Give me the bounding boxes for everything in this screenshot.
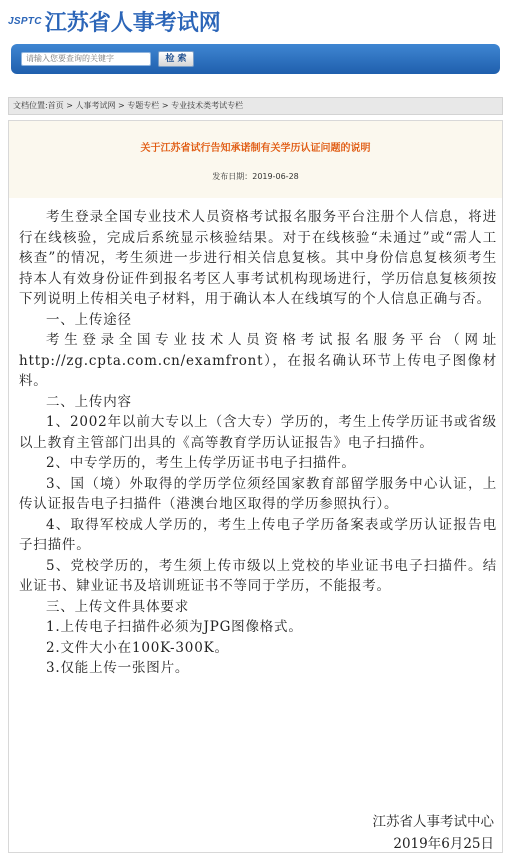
requirement-item-3: 3.仅能上传一张图片。 — [46, 660, 190, 676]
breadcrumb-separator: > — [115, 101, 128, 110]
breadcrumb-separator: > — [159, 101, 172, 110]
logo-mark: JSPTC — [8, 16, 42, 27]
breadcrumb-personnel-exam[interactable]: 人事考试网 — [75, 101, 116, 110]
content-item-5: 5、党校学历的，考生须上传市级以上党校的毕业证书电子扫描件。结业证书、肄业证书及培训班证书不等同于学历，不能报考。 — [19, 557, 497, 594]
section-heading-file-requirements: 三、上传文件具体要求 — [46, 598, 189, 615]
publish-date-value: 2019-06-28 — [252, 172, 299, 181]
section-heading-upload-channel: 一、上传途径 — [46, 311, 132, 328]
publish-date-label: 发布日期： — [212, 172, 253, 181]
signature-org: 江苏省人事考试中心 — [372, 814, 494, 830]
article-header — [9, 121, 502, 198]
requirement-item-2: 2.文件大小在100K-300K。 — [46, 639, 229, 656]
article-panel — [8, 120, 503, 853]
intro-paragraph: 考生登录全国专业技术人员资格考试报名服务平台注册个人信息，将进行在线核验，完成后系统显示核验结果。对于在线核验“未通过”或“需人工核查”的情况，考生须进一步进行相关信息复核。其中身份信息复核须考生持本人有效身份证件到报名考区人事考试机构现场进行，学历信息复核须按下列说明上传相关电子材料，用于确认本人在线填写的个人信息正确与否。 — [19, 209, 497, 307]
site-logo[interactable] — [8, 6, 221, 37]
section-heading-upload-content: 二、上传内容 — [46, 393, 132, 410]
signature-date: 2019年6月25日 — [393, 836, 494, 852]
article-body — [19, 207, 497, 679]
breadcrumb — [8, 97, 503, 115]
article-title: 关于江苏省试行告知承诺制有关学历认证问题的说明 — [140, 143, 371, 154]
breadcrumb-home[interactable]: 首页 — [47, 101, 64, 110]
breadcrumb-separator: > — [63, 101, 76, 110]
breadcrumb-topics[interactable]: 专题专栏 — [127, 101, 160, 110]
requirement-item-1: 1.上传电子扫描件必须为JPG图像格式。 — [46, 619, 303, 635]
content-item-4: 4、取得军校成人学历的，考生上传电子学历备案表或学历认证报告电子扫描件。 — [19, 516, 497, 553]
content-item-2: 2、中专学历的，考生上传学历证书电子扫描件。 — [46, 455, 356, 471]
search-button[interactable]: 检 索 — [158, 51, 194, 67]
publish-date — [9, 171, 502, 182]
content-item-3: 3、国（境）外取得的学历学位须经国家教育部留学服务中心认证，上传认证报告电子扫描件（港澳台地区取得的学历参照执行）。 — [19, 475, 497, 512]
search-input[interactable] — [21, 52, 151, 66]
breadcrumb-professional-exam[interactable]: 专业技术类考试专栏 — [171, 101, 244, 110]
content-item-1: 1、2002年以前大专以上（含大专）学历的，考生上传学历证书或省级以上教育主管部门出具的《高等教育学历认证报告》电子扫描件。 — [19, 414, 497, 451]
search-bar — [11, 44, 500, 74]
upload-channel-paragraph: 考生登录全国专业技术人员资格考试报名服务平台（网址http://zg.cpta.com.cn/examfront），在报名确认环节上传电子图像材料。 — [19, 332, 497, 389]
site-title: 江苏省人事考试网 — [44, 10, 221, 36]
site-header — [0, 0, 511, 44]
breadcrumb-prefix: 文档位置: — [13, 101, 48, 110]
